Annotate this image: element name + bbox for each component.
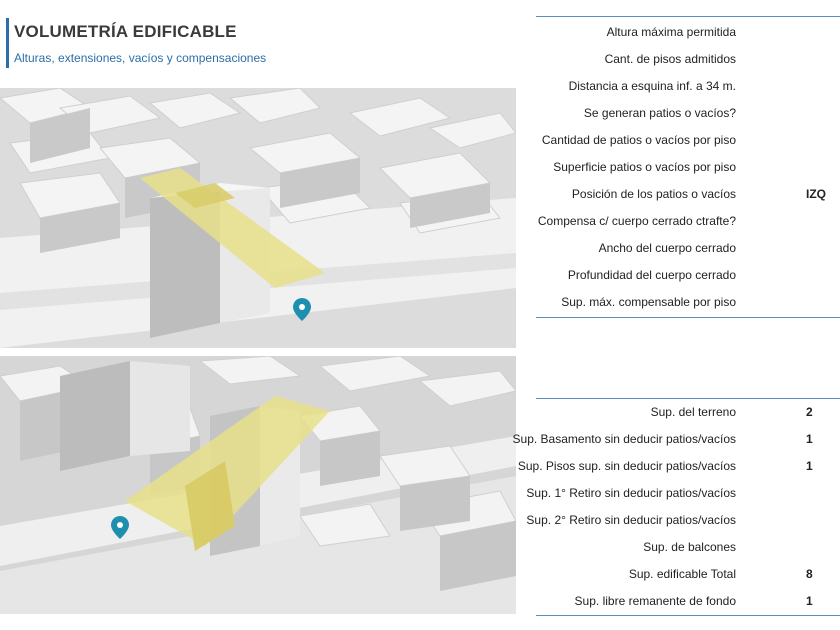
row-label: Cantidad de patios o vacíos por piso: [541, 133, 736, 147]
row-label: Sup. libre remanente de fondo: [574, 594, 736, 608]
row-value: 2: [806, 405, 813, 419]
row-label: Sup. Basamento sin deducir patios/vacíos: [512, 432, 736, 446]
table-row: [526, 481, 840, 507]
row-label: Posición de los patios o vacíos: [571, 187, 736, 201]
bottom-3d-map-svg: [0, 356, 516, 614]
row-label: Sup. máx. compensable por piso: [561, 295, 736, 309]
page-header: [0, 0, 520, 82]
row-label: Ancho del cuerpo cerrado: [598, 241, 736, 255]
row-value: IZQ: [806, 187, 826, 201]
table-row: [536, 128, 840, 154]
row-label: Sup. del terreno: [650, 405, 736, 419]
row-label: Profundidad del cuerpo cerrado: [567, 268, 736, 282]
table-row: [536, 290, 840, 316]
table-row: [536, 101, 840, 127]
table-row: [536, 535, 840, 561]
row-label: Superficie patios o vacíos por piso: [553, 160, 736, 174]
table-row: [536, 263, 840, 289]
row-value: 1: [806, 432, 813, 446]
row-label: Sup. Pisos sup. sin deducir patios/vacíos: [517, 459, 736, 473]
table-row: [512, 427, 840, 453]
accent-bar: [6, 18, 9, 68]
row-value: 1: [806, 459, 813, 473]
row-label: Cant. de pisos admitidos: [604, 52, 736, 66]
row-label: Altura máxima permitida: [606, 25, 736, 39]
row-value: 1: [806, 594, 813, 608]
page-title: VOLUMETRÍA EDIFICABLE: [14, 22, 237, 41]
table-row: [536, 209, 840, 235]
row-label: Sup. 2° Retiro sin deducir patios/vacíos: [526, 513, 736, 527]
table-bottom-rule: [536, 317, 840, 318]
table-row: [536, 20, 840, 46]
top-3d-map-svg: [0, 88, 516, 348]
row-label: Sup. edificable Total: [628, 567, 736, 581]
table-top-rule: [536, 16, 840, 17]
top-3d-map-view[interactable]: [0, 88, 516, 348]
constraints-table: [536, 16, 840, 318]
table-bottom-rule: [536, 615, 840, 616]
table-row: [536, 74, 840, 100]
table-row: [536, 182, 840, 208]
table-row: [536, 562, 840, 588]
row-value: 8: [806, 567, 813, 581]
table-row: [536, 400, 840, 426]
row-label: Distancia a esquina inf. a 34 m.: [568, 79, 736, 93]
table-row: [536, 47, 840, 73]
table-row: [517, 454, 840, 480]
bottom-3d-map-view[interactable]: [0, 356, 516, 614]
table-row: [536, 589, 840, 615]
row-label: Compensa c/ cuerpo cerrado ctrafte?: [537, 214, 736, 228]
table-row: [536, 236, 840, 262]
row-label: Sup. 1° Retiro sin deducir patios/vacíos: [526, 486, 736, 500]
table-top-rule: [536, 398, 840, 399]
row-label: Sup. de balcones: [643, 540, 736, 554]
surfaces-table: [512, 398, 840, 616]
table-row: [526, 508, 840, 534]
page-subtitle: Alturas, extensiones, vacíos y compensaciones: [14, 51, 267, 65]
table-row: [536, 155, 840, 181]
row-label: Se generan patios o vacíos?: [583, 106, 736, 120]
